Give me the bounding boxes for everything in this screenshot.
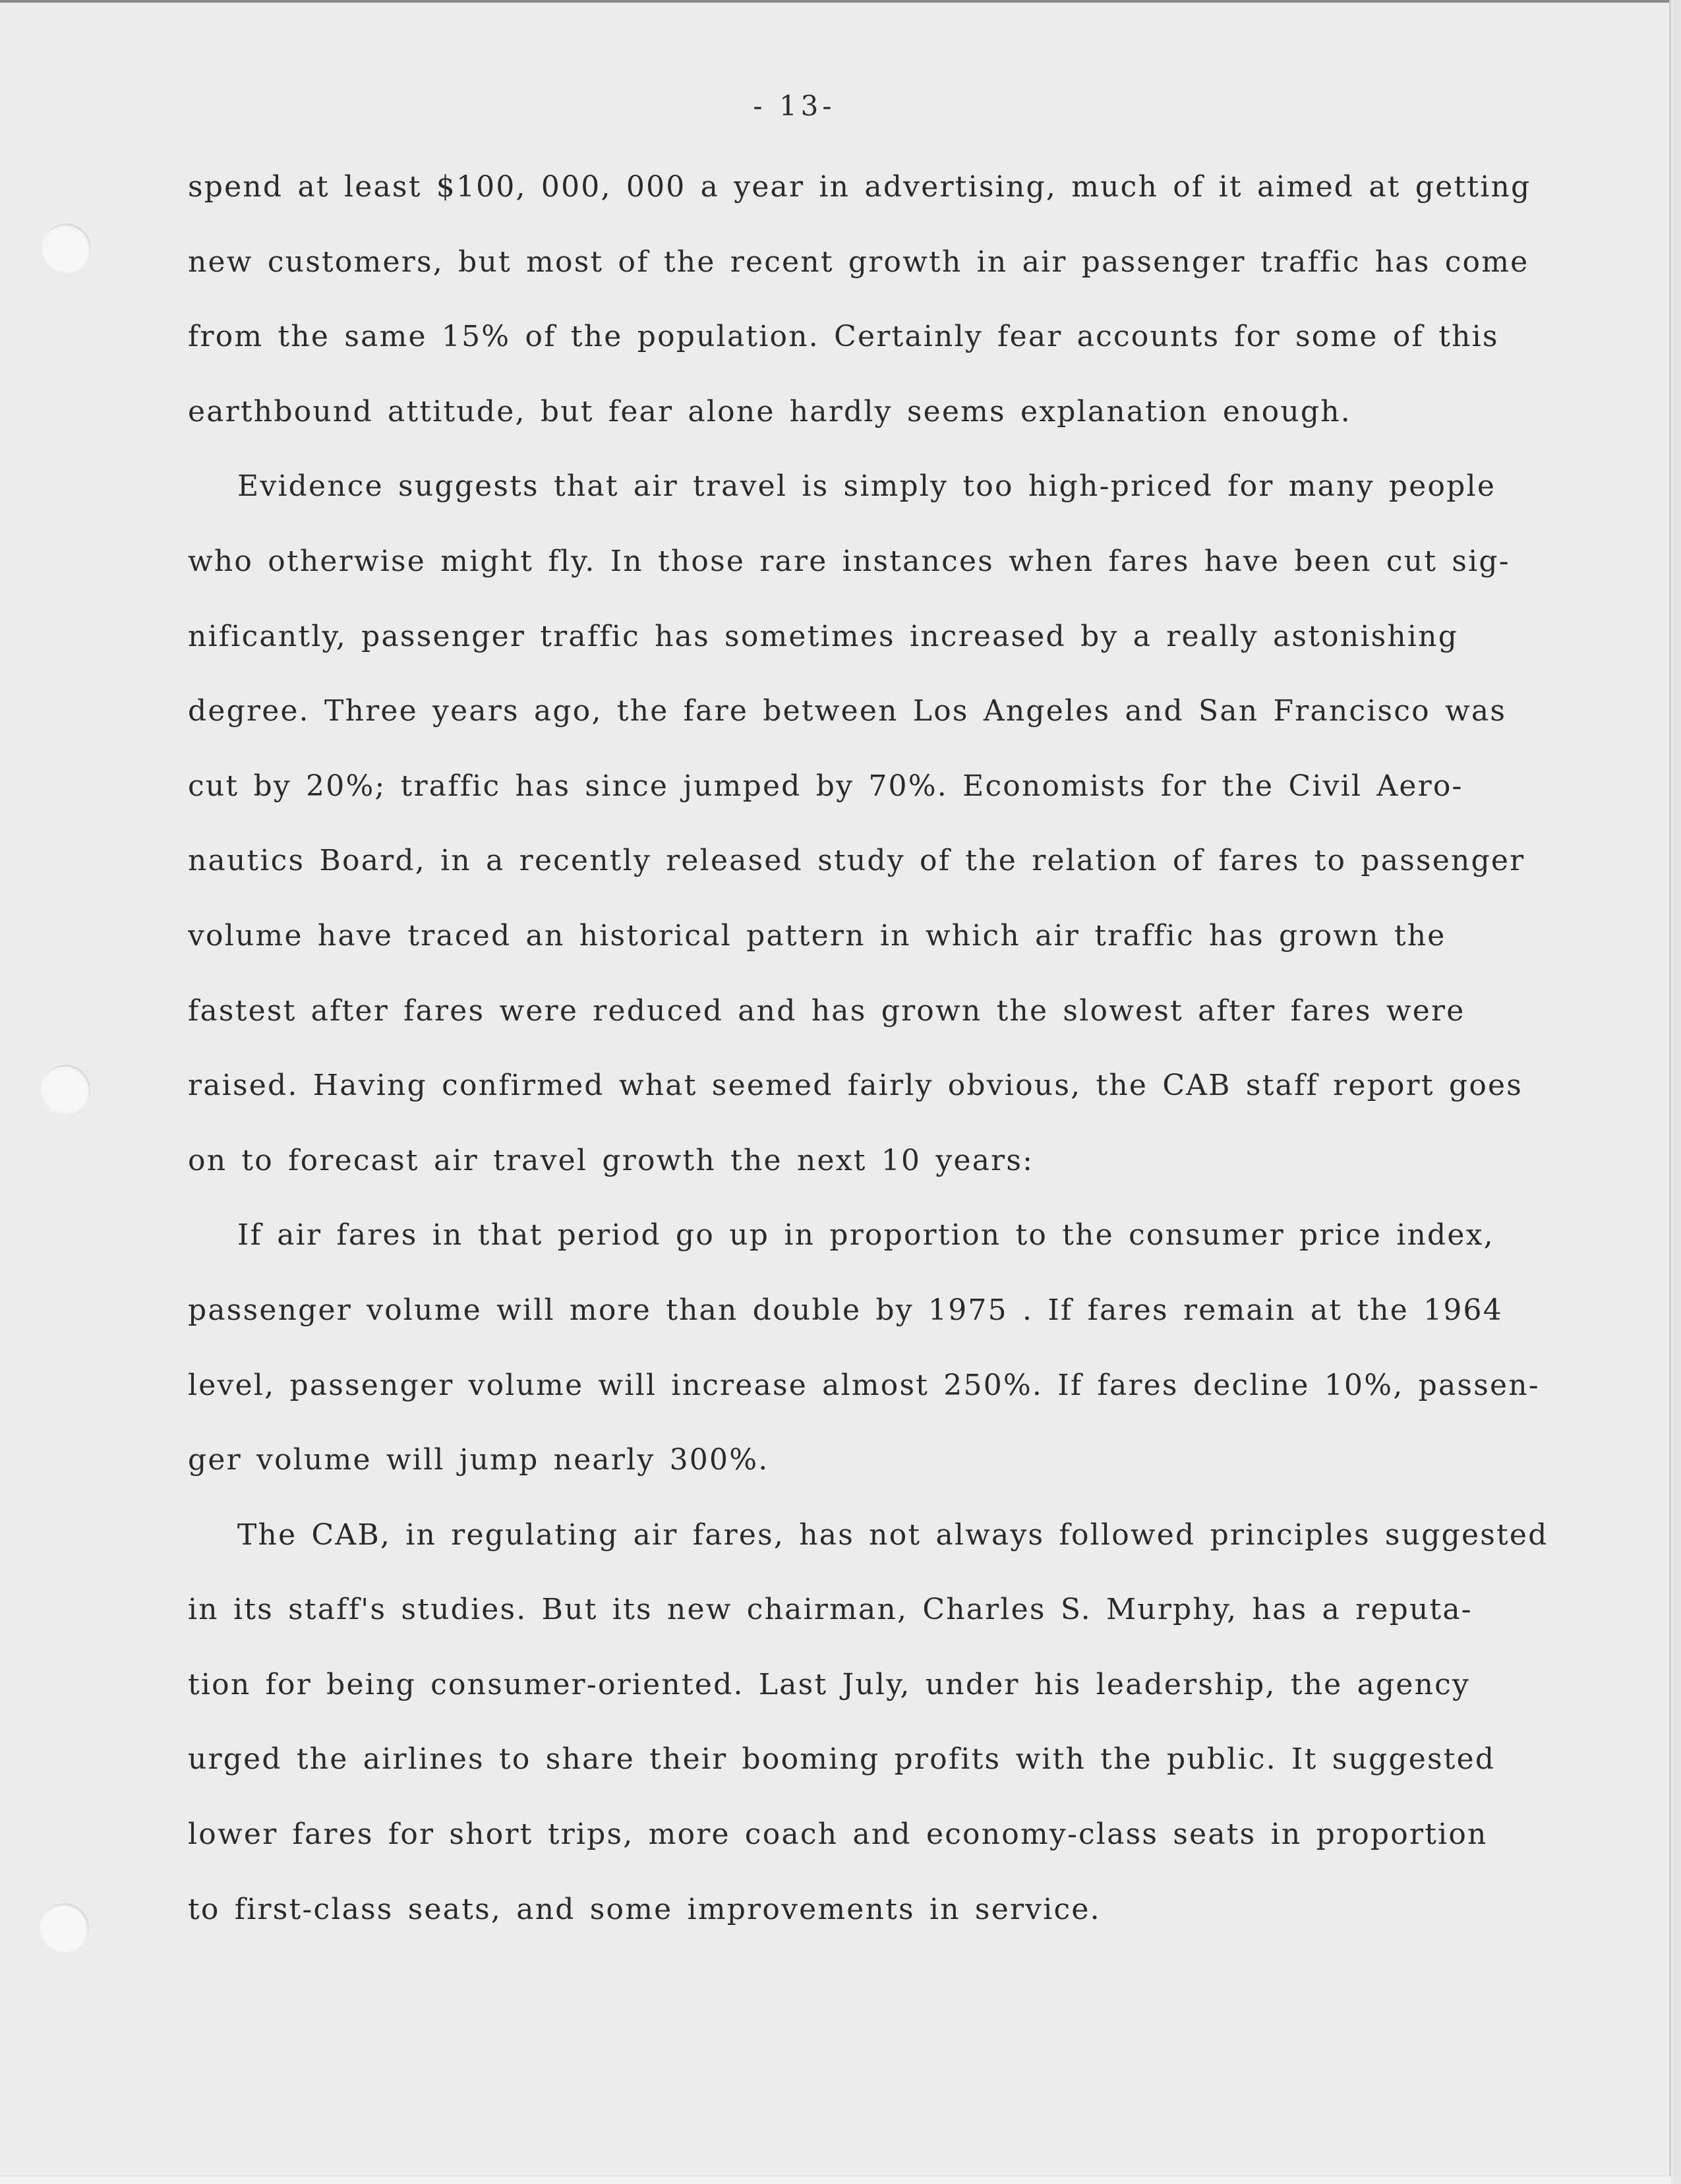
text-line: new customers, but most of the recent growth in air passenger traffic has come xyxy=(188,245,1529,279)
text-line: to first-class seats, and some improvements in service. xyxy=(188,1892,1101,1926)
text-line: fastest after fares were reduced and has grown the slowest after fares were xyxy=(188,993,1465,1028)
text-line: nautics Board, in a recently released study of the relation of fares to passenger xyxy=(188,844,1525,878)
text-line: If air fares in that period go up in proportion to the consumer price index, xyxy=(237,1218,1494,1253)
text-line: urged the airlines to share their booming profits with the public. It suggested xyxy=(188,1742,1496,1777)
text-line: passenger volume will more than double by 1975 . If fares remain at the 1964 xyxy=(188,1293,1503,1327)
page-bottom-edge xyxy=(0,2175,1671,2184)
paragraph-2 xyxy=(188,467,1559,1216)
text-line: cut by 20%; traffic has since jumped by 70%. Economists for the Civil Aero- xyxy=(188,769,1463,803)
text-line: volume have traced an historical pattern in which air traffic has grown the xyxy=(188,918,1446,953)
paragraph-4 xyxy=(188,1516,1559,1965)
text-line: nificantly, passenger traffic has sometimes increased by a really astonishing xyxy=(188,619,1459,653)
text-line: earthbound attitude, but fear alone hardly seems explanation enough. xyxy=(188,394,1351,428)
text-line: lower fares for short trips, more coach and economy-class seats in proportion xyxy=(188,1817,1488,1852)
page-number: - 13- xyxy=(753,90,836,122)
punch-hole-middle xyxy=(42,1065,90,1113)
punch-hole-top xyxy=(42,223,91,272)
text-line: degree. Three years ago, the fare between Los Angeles and San Francisco was xyxy=(188,694,1507,728)
text-line: from the same 15% of the population. Certainly fear accounts for some of this xyxy=(188,320,1499,354)
text-line: tion for being consumer-oriented. Last July, under his leadership, the agency xyxy=(188,1667,1471,1701)
text-line: Evidence suggests that air travel is simply too high-priced for many people xyxy=(237,469,1496,504)
text-line: who otherwise might fly. In those rare instances when fares have been cut sig- xyxy=(188,544,1510,578)
paragraph-3 xyxy=(188,1216,1559,1515)
text-line: on to forecast air travel growth the next 10 years: xyxy=(188,1143,1034,1177)
body-text xyxy=(188,167,1559,1964)
text-line: level, passenger volume will increase almost 250%. If fares decline 10%, passen- xyxy=(188,1368,1540,1402)
paragraph-1 xyxy=(188,167,1559,467)
text-line: spend at least $100, 000, 000 a year in advertising, much of it aimed at getting xyxy=(188,170,1531,204)
text-line: in its staff's studies. But its new chairman, Charles S. Murphy, has a reputa- xyxy=(188,1593,1473,1627)
underlying-page-edge xyxy=(1673,0,1681,2183)
text-line: The CAB, in regulating air fares, has not always followed principles suggested xyxy=(237,1518,1548,1552)
punch-hole-bottom xyxy=(40,1903,89,1952)
page-edge-shadow xyxy=(1669,0,1671,2183)
text-line: ger volume will jump nearly 300%. xyxy=(188,1443,769,1477)
text-line: raised. Having confirmed what seemed fairly obvious, the CAB staff report goes xyxy=(188,1069,1523,1103)
